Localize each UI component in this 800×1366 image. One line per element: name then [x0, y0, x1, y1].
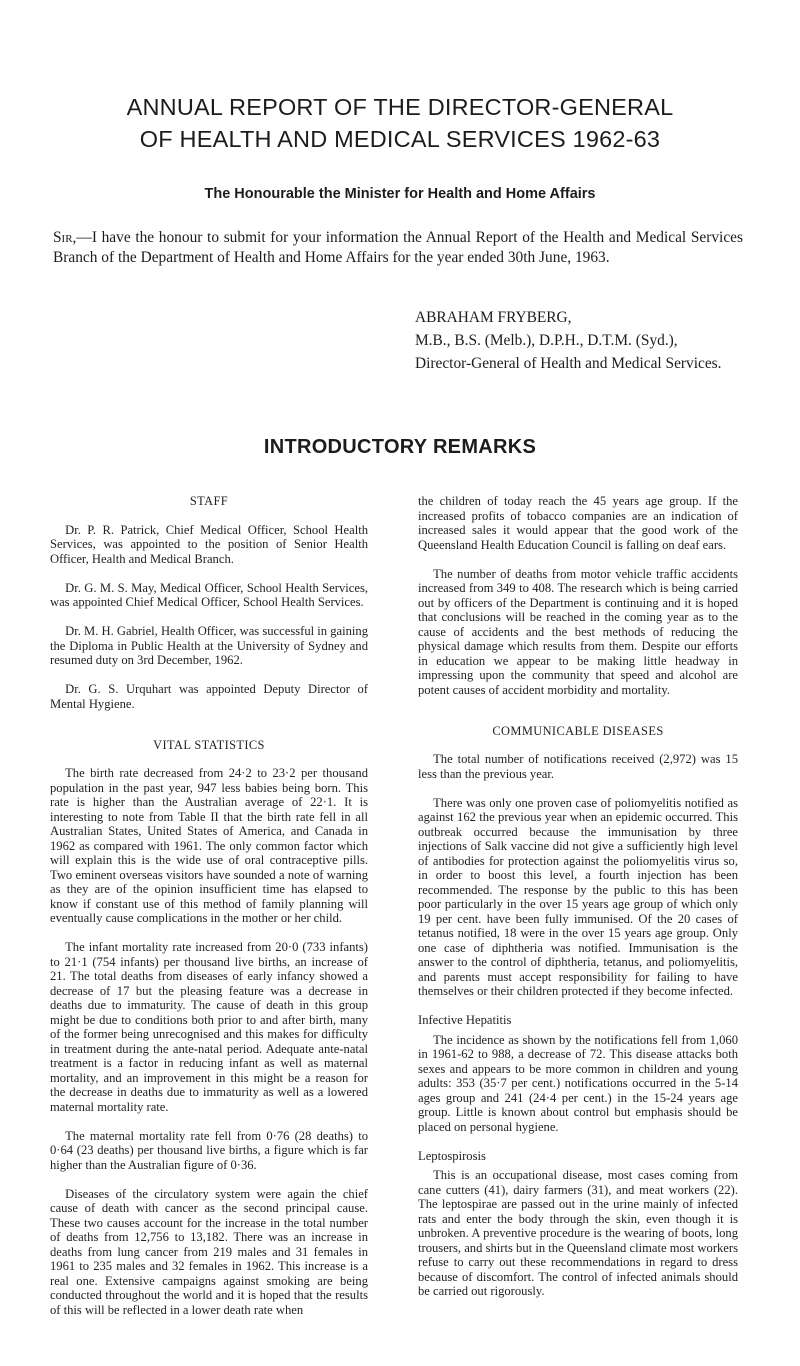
- letter-body: —I have the honour to submit for your information the Annual Report of the Health and Medical Services Branch of the Department of Health and Home Affairs for the year ended 30th June, 1963.: [53, 229, 743, 266]
- continued-paragraph: the children of today reach the 45 years age group. If the increased profits of tobacco companies are an indication of increased sales it would appear that the good work of the Queensland Health Education Council is falling on deaf ears.: [418, 494, 738, 552]
- vital-statistics-paragraph: The infant mortality rate increased from 20·0 (733 infants) to 21·1 (754 infants) per thousand live births, an increase of 21. The total deaths from diseases of early infancy showed a decrease of 17 but the pleasing feature was a decrease in deaths due to immaturity. The cause of death in this group might be due to conditions both prior to and after birth, many of the former being unrecognised and this makes for difficulty in treatment during the ante-natal period. Adequate ante-natal treatment is a factor in reducing infant as well as maternal mortality, and an improvement in this might be a reason for the decrease in deaths due to immaturity as well as a lowered maternal mortality rate.: [50, 940, 368, 1114]
- vital-statistics-paragraph: The birth rate decreased from 24·2 to 23·2 per thousand population in the past year, 947 less babies being born. This rate is higher than the Australian average of 22·1. It is interesting to note from Table II that the birth rate fell in all Australian States, United States of America, and Canada in 1962 as compared with 1961. The only common factor which will explain this is the wide use of oral contraceptive pills. Two eminent overseas visitors have sounded a note of warning as they are of the opinion insufficient time has elapsed to know if constant use of this method of family planning will eventually cause complications in the mother or her child.: [50, 766, 368, 925]
- staff-paragraph: Dr. M. H. Gabriel, Health Officer, was successful in gaining the Diploma in Public Health at the University of Sydney and resumed duty on 3rd December, 1962.: [50, 624, 368, 667]
- communicable-paragraph: There was only one proven case of poliomyelitis notified as against 162 the previous year when an epidemic occurred. This outbreak occurred because the immunisation by three injections of Salk vaccine did not give a sufficiently high level of antibodies for protection against the poliomyelitis virus so, in order to boost this level, a fourth injection has been recommended. The response by the public to this has been poor particularly in the over 15 years age group of which only 19 per cent. have been fully immunised. Of the 20 cases of tetanus notified, 18 were in the over 15 years age group. Only one case of diphtheria was notified. Immunisation is the answer to the control of diphtheria, tetanus, and poliomyelitis, and parents must accept responsibility for failing to have themselves or their children protected if they become infected.: [418, 795, 738, 998]
- addressee-line: The Honourable the Minister for Health and Home Affairs: [204, 186, 596, 202]
- staff-paragraph: Dr. P. R. Patrick, Chief Medical Officer, School Health Services, was appointed to the position of Senior Health Officer, Health and Medical Branch.: [50, 522, 368, 566]
- communicable-diseases-heading: COMMUNICABLE DISEASES: [492, 723, 664, 738]
- communicable-paragraph: The total number of notifications received (2,972) was 15 less than the previous year.: [418, 752, 738, 781]
- letter-salutation: Sir,: [53, 229, 77, 246]
- cover-letter: [53, 228, 743, 267]
- staff-heading: STAFF: [189, 494, 229, 508]
- signature-position: Director-General of Health and Medical Services.: [415, 355, 722, 372]
- spacer: [50, 726, 368, 738]
- section-title: INTRODUCTORY REMARKS: [263, 436, 537, 458]
- left-column: [50, 494, 368, 1332]
- vital-statistics-paragraph: Diseases of the circulatory system were again the chief cause of death with cancer as the second principal cause. These two causes account for the increase in the total number of deaths from 12,756 to 13,182. There was an increase in deaths from lung cancer from 219 males and 31 females in 1961 to 235 males and 32 females in 1962. This increase is a real one. Extensive campaigns against smoking are being conducted throughout the world and it is hoped that the results of this will be reflected in a lower death rate when: [50, 1186, 368, 1317]
- leptospirosis-paragraph: This is an occupational disease, most cases coming from cane cutters (41), dairy farmers (31), and meat workers (22). The leptospirae are passed out in the urine mainly of infected rats and enter the body through the skin, even though it is unbroken. A preventive procedure is the wearing of boots, long trousers, and shirts but in the Queensland climate most workers refuse to carry out these recommendations in regard to dress because of discomfort. The control of infected animals should be carried out rigorously.: [418, 1168, 738, 1298]
- staff-paragraph: Dr. G. M. S. May, Medical Officer, School Health Services, was appointed Chief Medical Officer, School Health Services.: [50, 580, 368, 609]
- vital-statistics-paragraph: The maternal mortality rate fell from 0·76 (28 deaths) to 0·64 (23 deaths) per thousand live births, a figure which is far higher than the Australian figure of 0·36.: [50, 1128, 368, 1172]
- vital-statistics-heading: VITAL STATISTICS: [153, 737, 265, 752]
- report-title-line-2: OF HEALTH AND MEDICAL SERVICES 1962-63: [139, 126, 661, 152]
- signature-name: ABRAHAM FRYBERG,: [415, 309, 572, 326]
- signature-degrees: M.B., B.S. (Melb.), D.P.H., D.T.M. (Syd.),: [415, 332, 678, 349]
- report-title-line-1: ANNUAL REPORT OF THE DIRECTOR-GENERAL: [126, 94, 674, 120]
- staff-paragraph: Dr. G. S. Urquhart was appointed Deputy Director of Mental Hygiene.: [50, 682, 368, 711]
- right-column: [418, 494, 738, 1313]
- spacer: [418, 712, 738, 724]
- infective-hepatitis-heading: Infective Hepatitis: [418, 1013, 512, 1027]
- continued-paragraph: The number of deaths from motor vehicle traffic accidents increased from 349 to 408. The research which is being carried out by officers of the Department is continuing and it is hoped that conclusions will be reached in the coming year as to the cause of accidents and the best methods of reducing the physical damage which results from them. Despite our efforts in education we appear to be making little headway in impressing upon the community that speed and alcohol are potent causes of accident morbidity and mortality.: [418, 566, 738, 697]
- infective-hepatitis-paragraph: The incidence as shown by the notifications fell from 1,060 in 1961-62 to 988, a decrease of 72. This disease attacks both sexes and appears to be more common in children and young adults: 353 (35·7 per cent.) notifications occurred in the 5-14 ages group and 241 (24·4 per cent.) in the 15-24 years age group. Little is known about control but emphasis should be placed on personal hygiene.: [418, 1032, 738, 1134]
- leptospirosis-heading: Leptospirosis: [418, 1148, 486, 1163]
